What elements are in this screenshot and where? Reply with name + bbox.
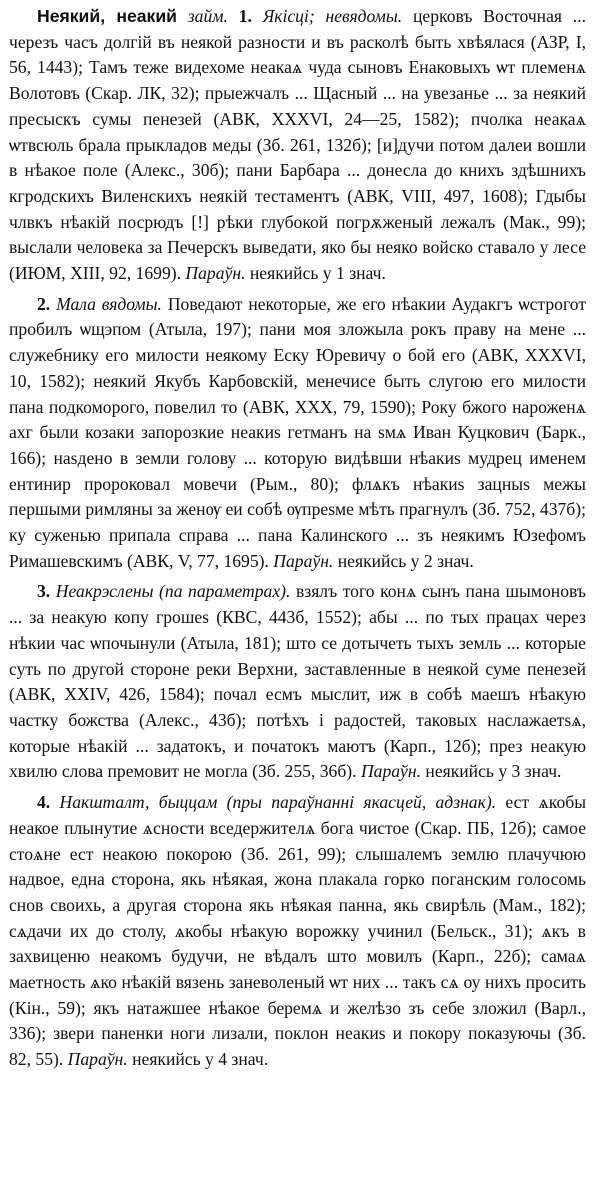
cross-ref-label: Параўн. (360, 761, 421, 782)
sense-1 (9, 4, 586, 287)
sense-number: 2. (37, 293, 51, 314)
sense-gloss: Якісці; невядомы. (262, 6, 403, 26)
sense-4 (9, 790, 586, 1073)
headword: Неякий, неакий (37, 6, 177, 26)
cross-ref-text: неякийсь у 3 знач. (425, 761, 562, 782)
sense-gloss: Неакрэслены (па параметрах). (55, 581, 291, 602)
sense-number: 4. (37, 792, 51, 813)
sense-number: 3. (37, 581, 51, 602)
grammar-label: займ. (187, 6, 228, 26)
cross-ref-label: Параўн. (273, 550, 334, 571)
cross-ref-text: неякийсь у 2 знач. (337, 550, 474, 571)
sense-gloss: Мала вядомы. (56, 293, 162, 314)
sense-gloss: Накшталт, быццам (пры параўнанні якасцей, адзнак). (59, 792, 497, 813)
sense-citations: ест ѧкобы неакое плынутие ѧсности вседержителѧ бога чистое (Скар. ПБ, 12б); самое стоѧне ест неакою покорою (Зб. 261, 99); слышалемъ землю плачучюю надвое, една сторона, якь нѣякая, жона плакала горко поганским голосомь снов своихь, а другая сторона якь нѣякая панна, якь свирѣль (Мам., 182); сѧдачи их до столу, ѧкобы нѣакую ворожку учинил (Бельск., 31); ѧкъ в захвиценю неакомъ будучи, не вѣдалъ што мовилъ (Карп., 22б); самаѧ маетность ѧко нѣакій вязень заневоленый ѡт них ... такъ сѧ оу нихъ просить (Кін., 59); якъ натажшее нѣакое беремѧ и желѣзо зъ себе зложил (Варл., 336); звери паненки ноги лизали, поклон неакиѕ и покору показуючы (Зб. 82, 55). (9, 792, 587, 1070)
sense-number: 1. (238, 6, 252, 26)
sense-3 (9, 579, 586, 785)
sense-citations: взялъ того конѧ сынъ пана шымоновъ ... за неакую копу грошеѕ (КВС, 443б, 1552); абы ... по тых працах через нѣкии час ѡпочынули (Атыла, 181); што се дотычеть тыхъ земль ... которые суть по другой стороне реки Верхни, заставленные в неякой суме пенезей (АВК, XXIV, 426, 1584); почал есмъ мыслит, иж в собѣ маешъ нѣакую частку божства (Алекс., 43б); потѣхъ і радостей, таковых наслажаетѕѧ, которые нѣакій ... задатокъ, и початокъ маютъ (Карп., 12б); през неакую хвилю слова премовит не могла (Зб. 255, 36б). (9, 581, 586, 782)
sense-citations: церковъ Восточная ... черезъ часъ долгій въ неякой разности и въ расколѣ быть хвѣялася (АЗР, I, 56, 1443); Тамъ теже видехоме неакаѧ чуда сыновъ Енаковыхъ ѡт племенѧ Волотовъ (Скар. ЛК, 32); прыежчалъ ... Щасный ... на увезанье ... за неякий пресыскъ сумы пенезей (АВК, XXXVI, 24—25, 1582); пчолка неакаѧ ѡтвсюль брала прыкладов меды (Зб. 261, 132б); [и]дучи потом далеи вошли в нѣакое поле (Алекс., 30б); пани Барбара ... донесла до книхъ здѣшнихъ кгродскихъ Виленскихъ неякій тестаментъ (АВК, VIII, 497, 1608); Гдыбы члвкъ нѣакій посрюдъ [!] рѣки глубокой погрѫженый лежалъ (Мак., 99); выслали человека за Печерскъ выведати, яко бы неяко войско ставало у лесе (ИЮМ, XIII, 92, 1699). (9, 6, 586, 284)
sense-2 (9, 292, 586, 575)
cross-ref-text: неякийсь у 1 знач. (249, 263, 386, 284)
cross-ref-label: Параўн. (185, 263, 246, 284)
sense-citations: Поведают некоторые, же его нѣакии Аудакгъ ѡстрогот пробилъ ѡщэпом (Атыла, 197); пани моя зложыла рокъ праву на мене ... служебнику его милости неякому Еску Юревичу о бой его (АВК, XXXVI, 10, 1582); неякий Якубъ Карбовскій, менечисе быть слугою его милости пана подкоморого, повелил то (АВК, XXX, 79, 1590); Року бжого нароженѧ ахг были козаки запорозкие неакиѕ гетманъ на ѕмѧ Иван Куцкович (Барк., 166); наѕдено в земли голову ... которую видѣвши нѣакиѕ мудрец именем ентинир пророковал мовечи (Рым., 80); флѧкъ нѣакиѕ зацныѕ межы першыми римляны за женѹ еи собѣ ѹпреѕме мѣть прагнулъ (Зб. 752, 437б); ку суженью припала справа ... пана Калинского ... зъ неякимъ Юзефомъ Римашевскимъ (АВК, V, 77, 1695). (9, 293, 587, 571)
cross-ref-text: неякийсь у 4 знач. (132, 1049, 269, 1070)
cross-ref-label: Параўн. (67, 1049, 128, 1070)
